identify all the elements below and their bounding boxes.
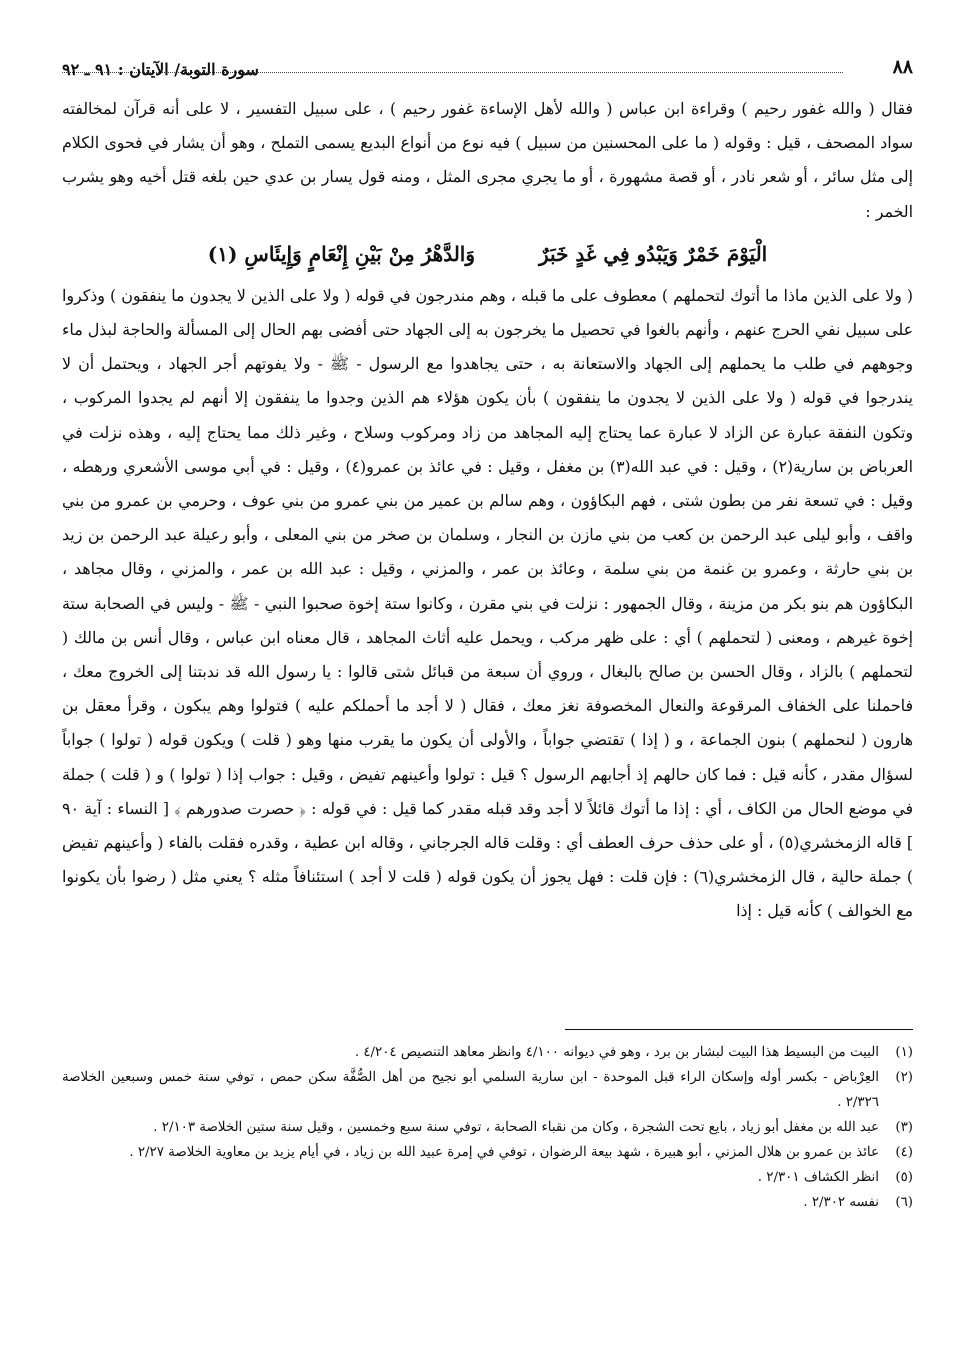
footnote-number: (٣) <box>895 1120 913 1135</box>
main-text <box>62 92 913 929</box>
footnote <box>62 1115 913 1140</box>
verse-first-hemistich: الْيَوْمَ خَمْرٌ وَيَبْدُو فِي غَدٍ خَبَرٌ <box>539 241 768 266</box>
poetry-verse <box>62 229 913 279</box>
footnote-number: (٥) <box>895 1170 913 1185</box>
footnote <box>62 1065 913 1115</box>
footnote <box>62 1165 913 1190</box>
page-number: ٨٨ <box>892 56 913 78</box>
paragraph-intro: فقال ( والله غفور رحيم ) وقراءة ابن عباس ( والله لأهل الإساءة غفور رحيم ) ، على سبيل التفسير ، لا على أنه قرآن لمخالفته سواد المصحف ، قيل : وقوله ( ما على المحسنين من سبيل ) فيه نوع من أنواع البديع يسمى التملح ، وهو أن يشار في فحوى الكلام إلى مثل سائر ، أو شعر نادر ، أو قصة مشهورة ، أو ما يجري مجرى المثل ، ومنه قول يسار بن عدي حين بلغه قتل أخيه وهو يشرب الخمر : <box>62 99 913 221</box>
footnote-text: انظر الكشاف ٢/٣٠١ . <box>757 1170 879 1185</box>
footnote-text: عائذ بن عمرو بن هلال المزني ، أبو هبيرة ، شهد بيعة الرضوان ، توفي في إمرة عبيد الله بن زياد ، في أيام يزيد بن معاوية الخلاصة ٢/٢٧ . <box>129 1145 879 1160</box>
paragraph-commentary: ( ولا على الذين ماذا ما أتوك لتحملهم ) معطوف على ما قبله ، وهم مندرجون في قوله ( ولا على الذين لا يجدون ما ينفقون ) وذكروا على سبيل نفي الحرج عنهم ، وأنهم بالغوا في تحصيل ما يخرجون به إلى الجهاد حتى أفضى بهم الحال إلى المسألة والحاجة لبذل ماء وجوههم في طلب ما يحملهم إلى الجهاد والاستعانة به ، حتى يجاهدوا مع الرسول - ﷺ - ولا يفوتهم أجر الجهاد ، ويحتمل أن لا يندرجوا في قوله ( ولا على الذين لا يجدون ما ينفقون ) بأن يكون هؤلاء هم الذين وجدوا ما ينفقون إلا أنهم لم يجدوا المركوب ، وتكون النفقة عبارة عن الزاد لا عبارة عما يحتاج إليه المجاهد من زاد ومركوب وسلاح ، وغير ذلك مما يحتاج إليه ، وهذه نزلت في العرباض بن سارية(٢) ، وقيل : في عبد الله(٣) بن مغفل ، وقيل : في عائذ بن عمرو(٤) ، وقيل : في أبي موسى الأشعري ورهطه ، وقيل : في تسعة نفر من بطون شتى ، فهم البكاؤون ، وهم سالم بن عمير من بني عمرو من بني عوف ، وحرمي بن عمرو من بني واقف ، وأبو ليلى عبد الرحمن بن كعب من بني مازن بن النجار ، وسلمان بن صخر من بني المعلى ، وأبو رعيلة عبد الرحمن بن زيد بن بني حارثة ، وعمرو بن غنمة من بني سلمة ، وعائذ بن عمر ، والمزني ، وقيل : عبد الله بن عمر ، والمزني ، وقال مجاهد ، البكاؤون هم بنو بكر من مزينة ، وقال الجمهور : نزلت في بني مقرن ، وكانوا ستة إخوة صحبوا النبي - ﷺ - وليس في الصحابة ستة إخوة غيرهم ، ومعنى ( لتحملهم ) أي : على ظهر مركب ، ويحمل عليه أثاث المجاهد ، قال معناه ابن عباس ، وقال أنس بن مالك ( لتحملهم ) بالزاد ، وقال الحسن بن صالح بالبغال ، وروي أن سبعة من قبائل شتى قالوا : يا رسول الله قد ندبتنا إلى الخروج معك ، فاحملنا على الخفاف المرقوعة والنعال المخصوفة نغز معك ، فقال ( لا أجد ما أحملكم عليه ) فتولوا وهم يبكون ، وقرأ معقل بن هارون ( لنحملهم ) بنون الجماعة ، و ( إذا ) تقتضي جواباً ، والأولى أن يكون ما يقرب منها وهو ( قلت ) ويكون قوله ( تولوا ) جواباً لسؤال مقدر ، كأنه قيل : فما كان حالهم إذ أجابهم الرسول ؟ قيل : تولوا وأعينهم تفيض ، وقيل : جواب إذا ( تولوا ) و ( قلت ) جملة في موضع الحال من الكاف ، أي : إذا ما أتوك قائلاً لا أجد وقد قبله مقدر كما قيل : في قوله : ﴿ حصرت صدورهم ﴾ [ النساء : آية ٩٠ ] قاله الزمخشري(٥) ، أو على حذف حرف العطف أي : وقلت قاله الجرجاني ، وقاله ابن عطية ، وقدره فقلت بالفاء ( وأعينهم تفيض ) جملة حالية ، قال الزمخشري(٦) : فإن قلت : فهل يجوز أن يكون قوله ( قلت لا أجد ) استئنافاً مثله ؟ يعني مثل ( رضوا بأن يكونوا مع الخوالف ) كأنه قيل : إذا <box>62 285 914 921</box>
footnote-number: (٤) <box>895 1145 913 1160</box>
footnote <box>62 1140 913 1165</box>
footnote-text: عبد الله بن مغفل أبو زياد ، بايع تحت الشجرة ، وكان من نقباء الصحابة ، توفي سنة سبع وخمسين ، وقيل سنة ستين الخلاصة ٢/١٠٣ . <box>153 1120 879 1135</box>
running-title: سورة التوبة/ الآيتان : ٩١ ـ ٩٢ <box>62 60 259 79</box>
footnote <box>62 1040 913 1065</box>
verse-second-hemistich: وَالدَّهْرُ مِنْ بَيْنِ إِنْعَامٍ وَإِيئَاسِ (١) <box>207 241 476 266</box>
footnote <box>62 1190 913 1215</box>
footnote-text: العِرْباض - بكسر أوله وإسكان الراء قبل الموحدة - ابن سارية السلمي أبو نجيح من أهل الصُّفَّة سكن حمص ، توفي سنة خمس وسبعين الخلاصة ٢/٣٢٦ . <box>62 1070 879 1110</box>
page-header <box>62 56 913 86</box>
footnotes <box>62 1040 913 1215</box>
footnote-number: (٦) <box>895 1195 913 1210</box>
footnote-separator <box>565 1029 913 1030</box>
footnote-text: البيت من البسيط هذا البيت لبشار بن برد ، وهو في ديوانه ٤/١٠٠ وانظر معاهد التنصيص ٤/٢٠٤ . <box>354 1045 879 1060</box>
footnote-text: نفسه ٢/٣٠٢ . <box>803 1195 879 1210</box>
footnote-number: (٢) <box>895 1070 913 1085</box>
footnote-number: (١) <box>895 1045 913 1060</box>
